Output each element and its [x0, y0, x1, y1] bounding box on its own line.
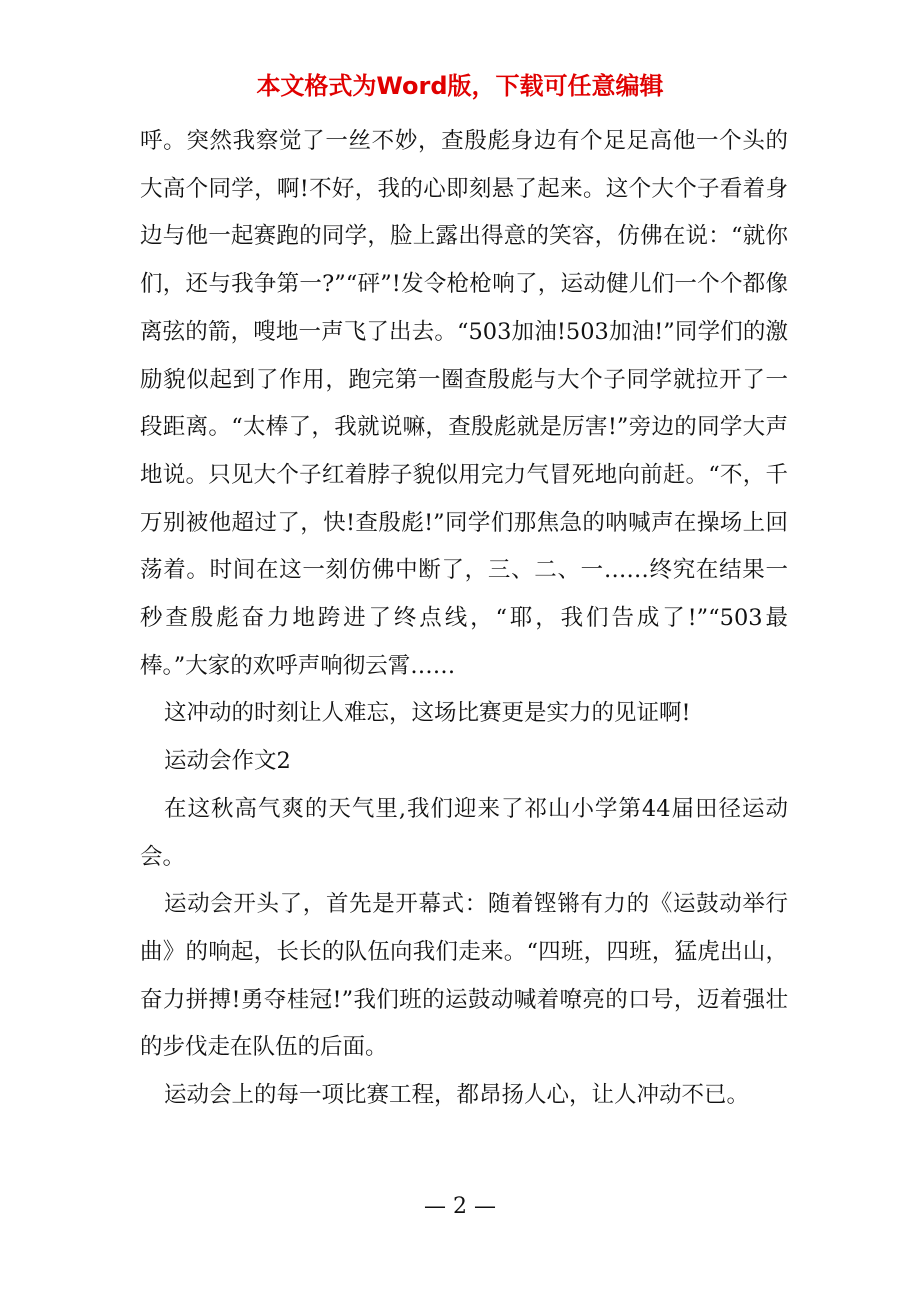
- paragraph-opening-ceremony: 运动会开头了，首先是开幕式：随着铿锵有力的《运鼓动举行曲》的响起，长长的队伍向我们走来。“四班，四班，猛虎出山，奋力拼搏!勇夺桂冠!”我们班的运鼓动喊着嘹亮的口号，迈着强壮的步伐走在队伍的后面。: [140, 891, 788, 1061]
- page-number: — 2 —: [424, 1194, 496, 1219]
- document-body: [140, 118, 788, 1120]
- paragraph-race-story: 呼。突然我察觉了一丝不妙，查殷彪身边有个足足高他一个头的大高个同学，啊!不好，我的心即刻悬了起来。这个大个子看着身边与他一起赛跑的同学，脸上露出得意的笑容，仿佛在说：“就你们，还与我争第一?”“砰”!发令枪枪响了，运动健儿们一个个都像离弦的箭，嗖地一声飞了出去。“503加油!503加油!”同学们的激励貌似起到了作用，跑完第一圈查殷彪与大个子同学就拉开了一段距离。“太棒了，我就说嘛，查殷彪就是厉害!”旁边的同学大声地说。只见大个子红着脖子貌似用完力气冒死地向前赶。“不，千万别被他超过了，快!查殷彪!”同学们那焦急的呐喊声在操场上回荡着。时间在这一刻仿佛中断了，三、二、一……终究在结果一秒查殷彪奋力地跨进了终点线，“耶，我们告成了!”“503最棒。”大家的欢呼声响彻云霄……: [140, 128, 788, 679]
- document-header-title: 本文格式为Word版，下载可任意编辑: [256, 72, 664, 100]
- paragraph-intro: 在这秋高气爽的天气里,我们迎来了祁山小学第44届田径运动会。: [140, 795, 788, 870]
- paragraph-conclusion: 这冲动的时刻让人难忘，这场比赛更是实力的见证啊!: [164, 700, 691, 727]
- paragraph-events: 运动会上的每一项比赛工程，都昂扬人心，让人冲动不已。: [164, 1082, 750, 1109]
- essay-heading: 运动会作文2: [164, 748, 291, 775]
